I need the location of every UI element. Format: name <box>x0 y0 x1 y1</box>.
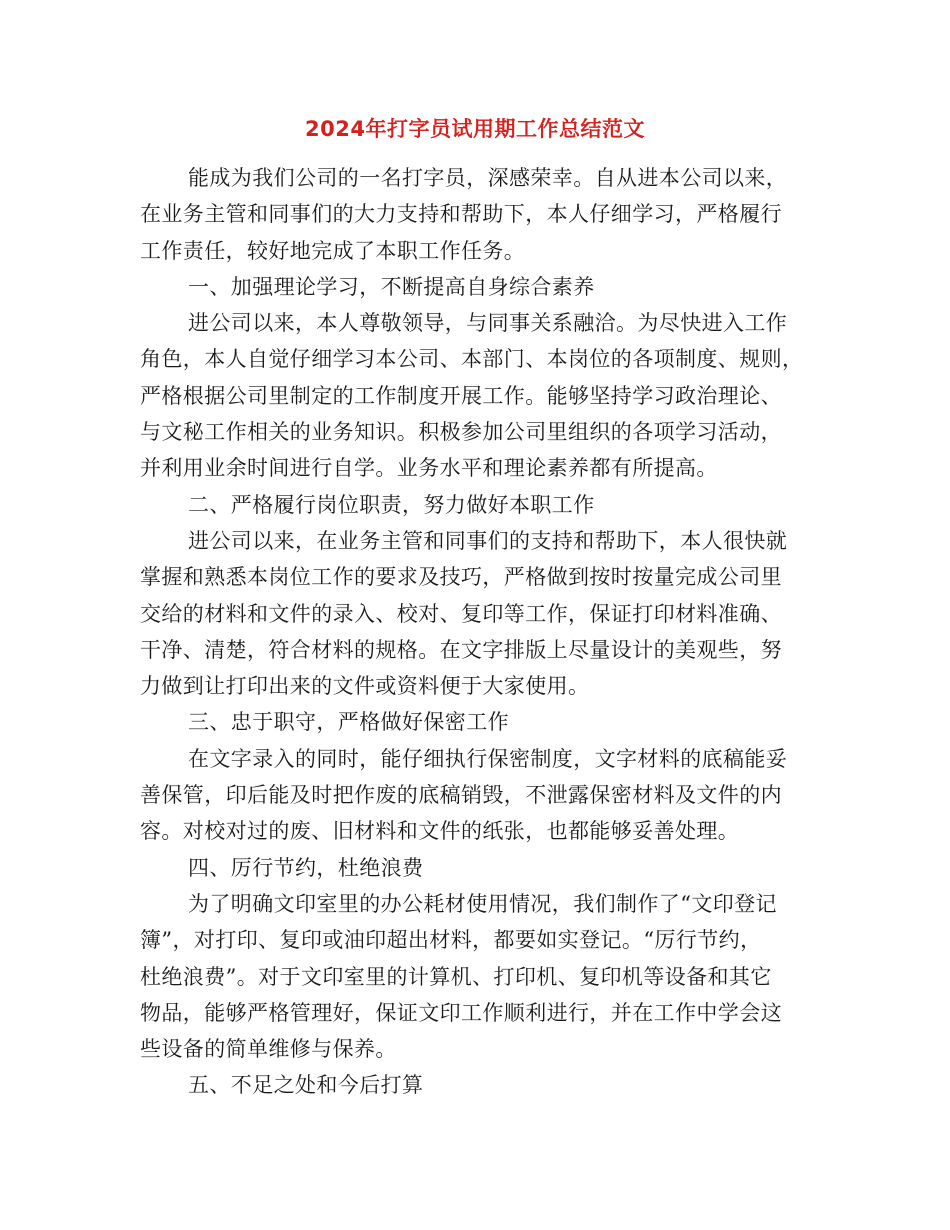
paragraph-line: 严格根据公司里制定的工作制度开展工作。能够坚持学习政治理论、 <box>140 383 782 408</box>
paragraph-line: 工作责任，较好地完成了本职工作任务。 <box>140 238 526 263</box>
paragraph-line: 进公司以来，本人尊敬领导，与同事关系融洽。为尽快进入工作 <box>188 311 788 336</box>
section-heading: 四、厉行节约，杜绝浪费 <box>188 855 424 880</box>
document-title: 2024年打字员试用期工作总结范文 <box>305 117 645 141</box>
paragraph-line: 善保管，印后能及时把作废的底稿销毁，不泄露保密材料及文件的内 <box>140 783 782 808</box>
paragraph-line: 在业务主管和同事们的大力支持和帮助下，本人仔细学习，严格履行 <box>140 202 782 227</box>
section-heading: 二、严格履行岗位职责，努力做好本职工作 <box>188 492 595 517</box>
paragraph-line: 在文字录入的同时，能仔细执行保密制度，文字材料的底稿能妥 <box>188 746 788 771</box>
paragraph-line: 簿”，对打印、复印或油印超出材料，都要如实登记。“厉行节约， <box>140 928 762 953</box>
paragraph-line: 能成为我们公司的一名打字员，深感荣幸。自从进本公司以来， <box>188 166 788 190</box>
paragraph-line: 为了明确文印室里的办公耗材使用情况，我们制作了“文印登记 <box>188 891 777 916</box>
paragraph-line: 些设备的简单维修与保养。 <box>140 1037 397 1062</box>
section-heading: 三、忠于职守，严格做好保密工作 <box>188 710 509 735</box>
paragraph-line: 并利用业余时间进行自学。业务水平和理论素养都有所提高。 <box>140 456 718 481</box>
paragraph-line: 容。对校对过的废、旧材料和文件的纸张，也都能够妥善处理。 <box>140 819 740 844</box>
paragraph-line: 物品，能够严格管理好，保证文印工作顺利进行，并在工作中学会这 <box>140 1000 782 1025</box>
paragraph-line: 杜绝浪费”。对于文印室里的计算机、打印机、复印机等设备和其它 <box>140 964 772 989</box>
paragraph-line: 角色，本人自觉仔细学习本公司、本部门、本岗位的各项制度、规则， <box>140 347 804 372</box>
section-heading: 五、不足之处和今后打算 <box>188 1073 424 1098</box>
paragraph-line: 交给的材料和文件的录入、校对、复印等工作，保证打印材料准确、 <box>140 601 782 626</box>
paragraph-line: 进公司以来，在业务主管和同事们的支持和帮助下，本人很快就 <box>188 528 788 553</box>
section-heading: 一、加强理论学习，不断提高自身综合素养 <box>188 274 595 299</box>
paragraph-line: 干净、清楚，符合材料的规格。在文字排版上尽量设计的美观些，努 <box>140 637 782 662</box>
paragraph-line: 力做到让打印出来的文件或资料便于大家使用。 <box>140 674 590 699</box>
paragraph-line: 掌握和熟悉本岗位工作的要求及技巧，严格做到按时按量完成公司里 <box>140 565 782 590</box>
document-body <box>140 160 810 1104</box>
paragraph-line: 与文秘工作相关的业务知识。积极参加公司里组织的各项学习活动， <box>140 420 782 445</box>
